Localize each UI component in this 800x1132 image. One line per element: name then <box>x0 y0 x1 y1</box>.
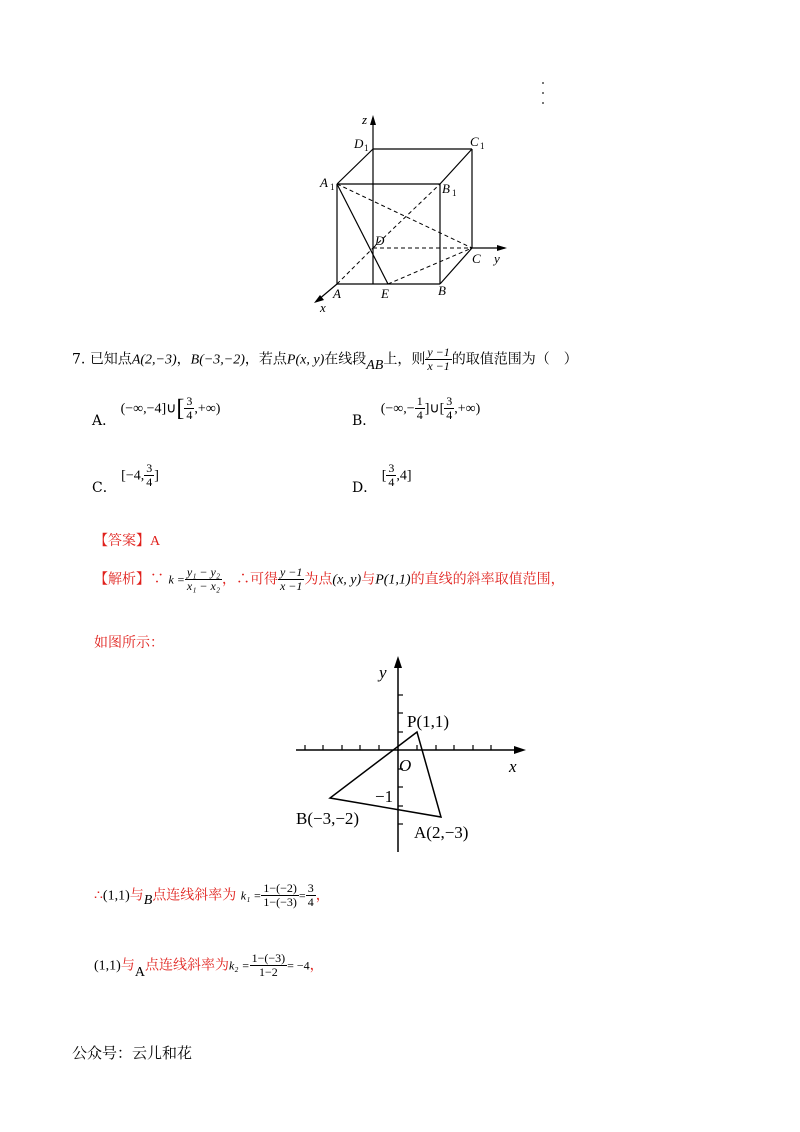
answer <box>94 530 160 550</box>
segment-ab: AB <box>366 357 384 373</box>
question-stem: 7. 已知点A(2,−3)，B(−3,−2)，若点P(x, y)在线段AB上，则 $\frac{y -1}{x -1}$ 的取值范围为（ ） <box>72 345 578 374</box>
analysis-tag: 【解析】 <box>94 571 150 588</box>
analysis-as-shown: 如图所示： <box>94 635 164 651</box>
svg-text:1: 1 <box>364 143 369 153</box>
svg-text:1: 1 <box>480 141 485 151</box>
option-d-label: D． <box>352 479 378 496</box>
option-d[interactable]: D． [ $\frac{3}{4}$ ,4] <box>352 461 412 496</box>
option-b[interactable]: B． (−∞,− $\frac{1}{4}$ ]∪[ $\frac{3}{4}$ ,+∞) <box>352 394 481 429</box>
cube-label-E: E <box>381 286 389 301</box>
graph-x-label: x <box>509 757 517 776</box>
point-a: A(2,−3) <box>131 352 177 368</box>
cube-label-x: x <box>320 300 326 315</box>
option-c[interactable]: C． [−4, $\frac{3}{4}$ ] <box>92 461 159 496</box>
analysis-k1-line: ∴(1,1)与B点连线斜率为 k₁ = $\frac{1-(-2)}{1-(-3)}$ = $\frac{3}{4}$ ， <box>94 881 330 910</box>
cube-label-B: B <box>438 283 446 298</box>
cube-label-C1: C <box>470 134 479 149</box>
option-a-label: A． <box>92 412 117 429</box>
svg-text:1: 1 <box>330 182 335 192</box>
svg-text:1: 1 <box>452 188 457 198</box>
cube-label-B1: B <box>442 181 450 196</box>
graph-a-label: A(2,−3) <box>414 823 469 842</box>
point-p: P(x, y) <box>286 352 325 368</box>
option-c-label: C． <box>92 479 117 496</box>
cube-label-C: C <box>472 251 481 266</box>
margin-dots <box>542 82 544 112</box>
analysis-line-1: 【解析】∵ k = $\frac{\text{y₁ − y₂}}{\text{x₁ − x₂}}$ ，∴可得 $\frac{y -1}{x -1}$ 为点(x, y)与P(1,1)的直线的斜率取值范围， <box>94 565 565 594</box>
graph-b-label: B(−3,−2) <box>296 809 360 828</box>
question-number: 7. <box>72 351 86 368</box>
answer-tag: 【答案】 <box>94 533 150 549</box>
cube-figure <box>300 110 530 315</box>
footer-text: 公众号：云儿和花 <box>72 1044 193 1062</box>
option-b-label: B． <box>352 412 377 429</box>
graph-minus-one: −1 <box>375 787 394 806</box>
point-b: B(−3,−2) <box>190 352 245 368</box>
cube-label-D1: D <box>354 136 364 151</box>
coordinate-graph <box>290 655 535 855</box>
cube-label-D: D <box>375 233 385 248</box>
graph-origin-label: O <box>399 756 412 775</box>
graph-y-label: y <box>379 663 387 682</box>
graph-p-label: P(1,1) <box>407 712 450 731</box>
analysis-k2-line: (1,1)与A点连线斜率为k₂ = $\frac{1-(-3)}{1-2}$ = −4， <box>94 951 324 980</box>
answer-value: A <box>150 534 161 549</box>
cube-label-y: y <box>494 251 500 266</box>
cube-label-A: A <box>333 286 341 301</box>
cube-label-A1: A <box>320 175 328 190</box>
question-fraction: $\frac{y -1}{x -1}$ <box>427 345 450 374</box>
option-a[interactable]: A． (−∞,−4]∪[ $\frac{3}{4}$ ,+∞) <box>92 394 221 429</box>
cube-label-z: z <box>362 112 368 127</box>
